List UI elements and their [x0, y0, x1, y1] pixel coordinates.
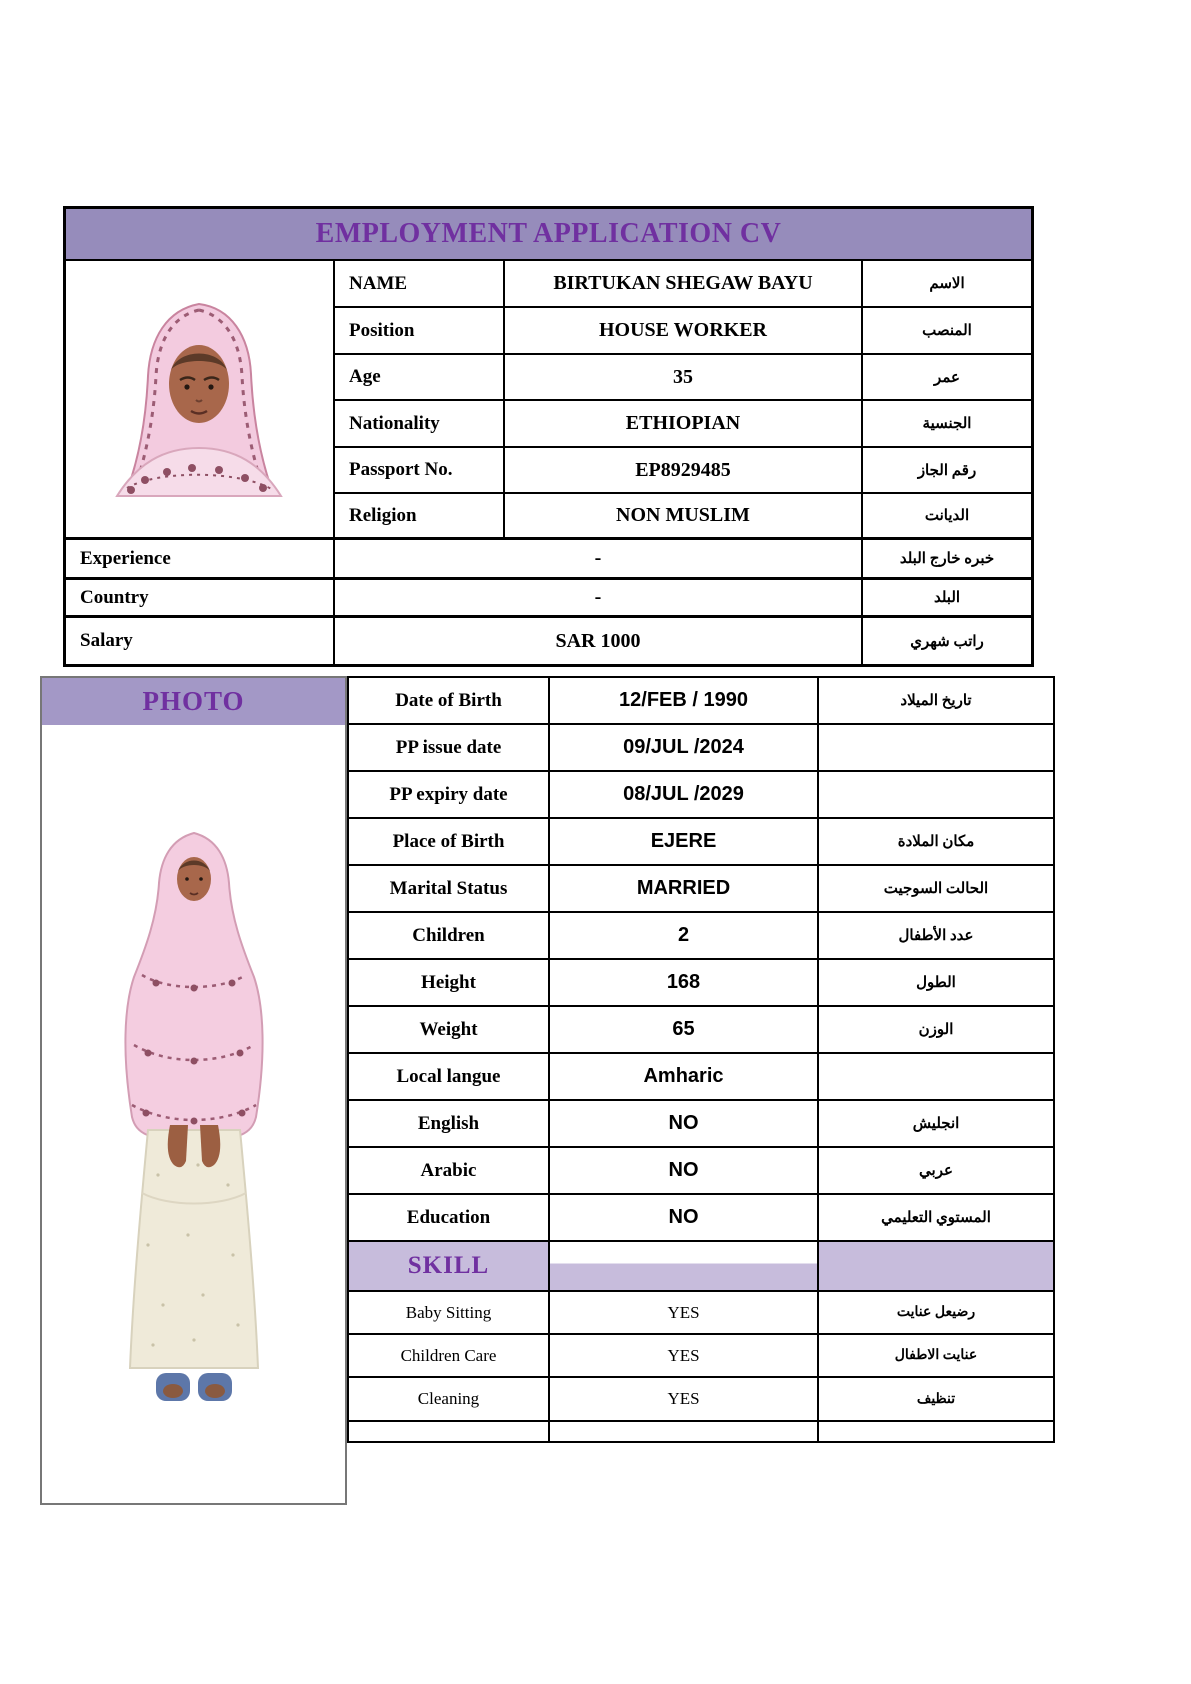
field-value: 08/JUL /2029: [550, 772, 819, 819]
field-label-arabic: المستوي التعليمي: [819, 1195, 1053, 1242]
field-label: PP issue date: [349, 725, 550, 772]
field-label-arabic: البلد: [863, 580, 1031, 618]
field-label: Weight: [349, 1007, 550, 1054]
field-label: Children: [349, 913, 550, 960]
skill-header-value-cell: [550, 1242, 819, 1292]
field-value: ETHIOPIAN: [505, 401, 863, 448]
empty-cell: [349, 1422, 550, 1441]
field-value: NO: [550, 1148, 819, 1195]
employment-application-table: [63, 206, 1034, 667]
empty-cell: [550, 1422, 819, 1441]
field-value: NO: [550, 1101, 819, 1148]
full-body-photo-cell: [42, 725, 345, 1503]
field-label: Place of Birth: [349, 819, 550, 866]
field-value: 168: [550, 960, 819, 1007]
field-label: PP expiry date: [349, 772, 550, 819]
field-label-arabic: [819, 772, 1053, 819]
field-label-arabic: الحالت السوجيت: [819, 866, 1053, 913]
field-label-arabic: الجنسية: [863, 401, 1031, 448]
skill-value: YES: [550, 1335, 819, 1378]
title-banner: [66, 209, 1031, 261]
field-label-arabic: تاريخ الميلاد: [819, 678, 1053, 725]
page-title: EMPLOYMENT APPLICATION CV: [315, 218, 782, 249]
skill-value: YES: [550, 1378, 819, 1422]
field-value: NO: [550, 1195, 819, 1242]
photo-header-label: PHOTO: [142, 686, 245, 716]
field-value: MARRIED: [550, 866, 819, 913]
field-value: SAR 1000: [335, 618, 863, 664]
field-value: -: [335, 580, 863, 618]
field-label-arabic: عربي: [819, 1148, 1053, 1195]
skill-label: Children Care: [349, 1335, 550, 1378]
field-label: Arabic: [349, 1148, 550, 1195]
skill-section-header: [349, 1242, 550, 1292]
field-label-arabic: الطول: [819, 960, 1053, 1007]
field-value: 09/JUL /2024: [550, 725, 819, 772]
field-label: Education: [349, 1195, 550, 1242]
field-label-arabic: رقم الجاز: [863, 448, 1031, 494]
photo-header-banner: [42, 678, 345, 725]
field-value: HOUSE WORKER: [505, 308, 863, 355]
field-value: NON MUSLIM: [505, 494, 863, 540]
field-label: NAME: [335, 261, 505, 308]
field-label-arabic: الاسم: [863, 261, 1031, 308]
field-label: Marital Status: [349, 866, 550, 913]
field-label: Age: [335, 355, 505, 401]
photo-column: [40, 676, 347, 1505]
field-label-arabic: [819, 1054, 1053, 1101]
skill-label: Cleaning: [349, 1378, 550, 1422]
field-label: Passport No.: [335, 448, 505, 494]
field-label: Country: [66, 580, 335, 618]
field-label: Religion: [335, 494, 505, 540]
field-label: Position: [335, 308, 505, 355]
field-label: Local langue: [349, 1054, 550, 1101]
empty-cell: [819, 1422, 1053, 1441]
field-value: BIRTUKAN SHEGAW BAYU: [505, 261, 863, 308]
portrait-photo: [97, 288, 302, 510]
field-label-arabic: المنصب: [863, 308, 1031, 355]
field-label: Salary: [66, 618, 335, 664]
field-label: Height: [349, 960, 550, 1007]
skill-label-arabic: تنظيف: [819, 1378, 1053, 1422]
field-label-arabic: [819, 725, 1053, 772]
field-value: 12/FEB / 1990: [550, 678, 819, 725]
field-value: -: [335, 540, 863, 580]
field-value: 2: [550, 913, 819, 960]
field-label-arabic: عمر: [863, 355, 1031, 401]
skill-label-arabic: عنايت الاطفال: [819, 1335, 1053, 1378]
field-label-arabic: انجليش: [819, 1101, 1053, 1148]
skill-label-arabic: رضيعل عنايت: [819, 1292, 1053, 1335]
skill-header-label: SKILL: [407, 1252, 490, 1279]
field-value: EP8929485: [505, 448, 863, 494]
field-value: 65: [550, 1007, 819, 1054]
field-value: EJERE: [550, 819, 819, 866]
field-label: Date of Birth: [349, 678, 550, 725]
field-label-arabic: مكان الملادة: [819, 819, 1053, 866]
field-label-arabic: عدد الأطفال: [819, 913, 1053, 960]
full-body-photo: [108, 825, 280, 1419]
field-label: Nationality: [335, 401, 505, 448]
field-label-arabic: خبره خارج البلد: [863, 540, 1031, 580]
skill-header-arabic-cell: [819, 1242, 1053, 1292]
portrait-photo-cell: [66, 261, 335, 540]
field-label: Experience: [66, 540, 335, 580]
skill-label: Baby Sitting: [349, 1292, 550, 1335]
field-label-arabic: راتب شهري: [910, 633, 984, 650]
field-value: 35: [505, 355, 863, 401]
applicant-details-table: [347, 676, 1055, 1443]
field-value: Amharic: [550, 1054, 819, 1101]
skill-value: YES: [550, 1292, 819, 1335]
field-label-arabic: الوزن: [819, 1007, 1053, 1054]
field-label-arabic: الديانت: [863, 494, 1031, 540]
field-label: English: [349, 1101, 550, 1148]
